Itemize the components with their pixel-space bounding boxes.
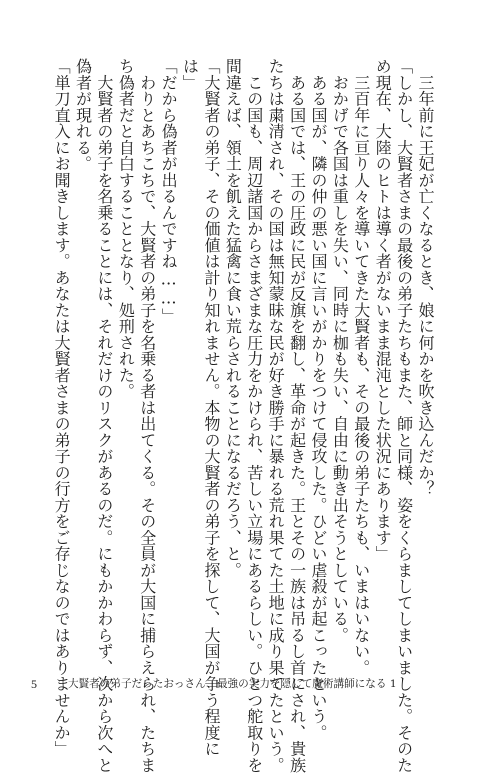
text-line: ある国では、王の圧政に民が反旗を翻し、革命が起きた。王とその一族は吊るし首にされ、貴族 — [287, 58, 307, 773]
running-title: 大賢者の弟子だったおっさん、最強の実力を隠して魔術講師になる 1 — [68, 678, 397, 690]
text-line: 間違えば、領土を飢えた猛禽に食い荒らされることになるだろう、と。 — [223, 58, 243, 578]
text-line: ち偽者だと自白することとなり、処刑された。 — [116, 58, 136, 400]
page-number: 5 — [31, 677, 37, 691]
text-line: 「大賢者の弟子、その価値は計り知れません。本物の大賢者の弟子を探して、大国が争う程度に — [201, 58, 221, 757]
text-line: 三年前に王妃が亡くなるとき、娘に何かを吹き込んだか？ — [416, 58, 435, 497]
text-line: は」 — [180, 58, 200, 91]
text-line: 「だから偽者が出るんですね……」 — [159, 58, 179, 324]
text-line: たちは粛清され、その国は無知蒙昧な民が好き勝手に暴れる荒れ果てた土地に成り果てたという。 — [266, 58, 286, 773]
text-line: わりとあちこちで、大賢者の弟子を名乗る者は出てくる。その全員が大国に捕らえられ、たちま — [137, 58, 157, 773]
text-line: 偽者が現れる。 — [73, 58, 93, 172]
text-line: ある国が、隣の仲の悪い国に言いがかりをつけて侵攻した。ひどい虐殺が起こったという。 — [308, 58, 328, 741]
text-line: おかげで各国は重しを失い、同時に枷も失い、自由に動き出そうとしている。 — [330, 58, 350, 643]
page-footer — [0, 676, 500, 692]
text-line: め現在、大陸のヒトは導く者がないまま混沌とした状況にあります」 — [373, 58, 393, 562]
text-line: 三百年に亘り人々を導いてきた大賢者も、その最後の弟子たちも、いまはいない。 — [351, 58, 371, 676]
text-line: この国も、周辺諸国からさまざまな圧力をかけられ、苦しい立場にあるらしい。ひとつ舵取りを — [244, 58, 264, 773]
text-line: 「しかし、大賢者さまの最後の弟子たちもまた、師と同様、姿をくらましてしまいました。そのた — [394, 58, 414, 773]
text-line: 大賢者の弟子を名乗ることには、それだけのリスクがあるのだ。にもかかわらず、次から次へと — [94, 58, 114, 773]
text-line: 「単刀直入にお聞きします。あなたは大賢者さまの弟子の行方をご存じなのではありませんか」 — [52, 58, 72, 757]
